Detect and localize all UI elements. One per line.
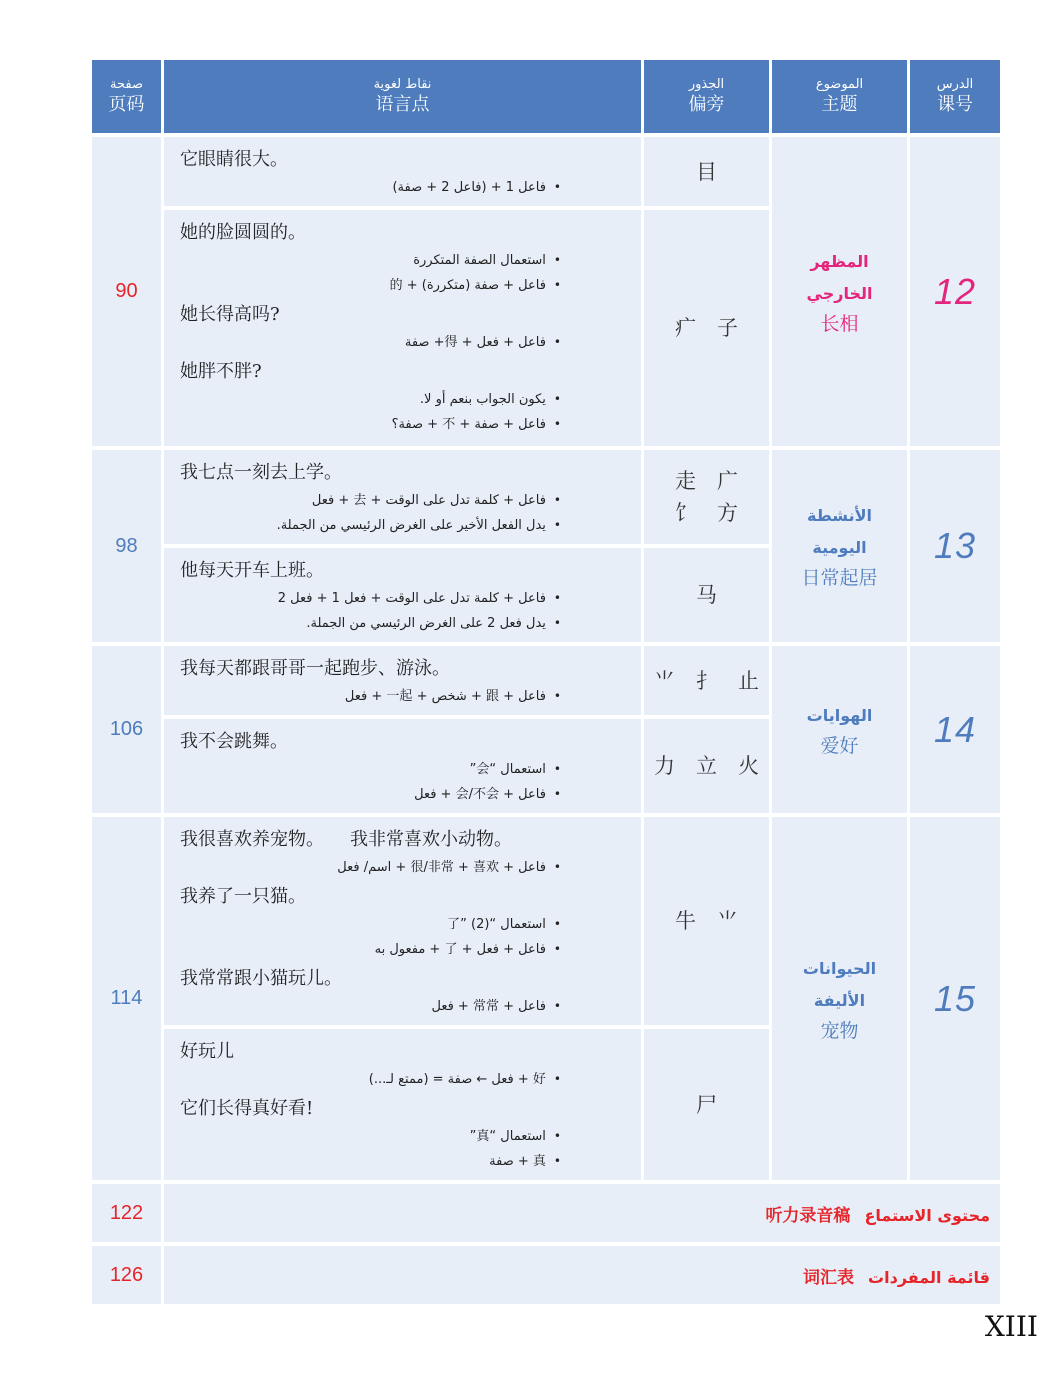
- sentence-text: 好玩儿: [180, 1041, 234, 1062]
- example-sentence: [164, 300, 641, 330]
- lesson-row: [92, 646, 1000, 715]
- radical-line: 尸: [696, 1092, 717, 1117]
- topic-arabic: الهوايات: [806, 705, 873, 725]
- grammar-note: • فاعل + فعل + 了 + مفعول به: [164, 937, 641, 962]
- radical-line: 饣 方: [675, 501, 738, 525]
- lesson-page-cell: 114: [92, 817, 161, 1180]
- grammar-note: • فاعل + 常常 + فعل: [164, 994, 641, 1019]
- example-sentence: [164, 882, 641, 912]
- sentence-text: 它眼睛很大。: [180, 149, 288, 170]
- grammar-note: • فاعل + 跟 + شخص + 一起 + فعل: [164, 684, 641, 709]
- example-sentence: [164, 458, 641, 488]
- lesson-page-cell: 90: [92, 137, 161, 446]
- grammar-note: • استعمال الصفة المتكررة: [164, 248, 641, 273]
- grammar-note: • يكون الجواب بنعم أو لا.: [164, 387, 641, 412]
- radicals-cell: [644, 548, 769, 642]
- radicals-cell: [644, 719, 769, 813]
- topic-arabic: الحيوانات: [802, 958, 877, 978]
- grammar-note: • استعمال “真”: [164, 1124, 641, 1149]
- example-sentence: [164, 654, 641, 684]
- sentence-text: 我养了一只猫。: [180, 886, 306, 907]
- topic-chinese: 日常起居: [801, 567, 878, 589]
- topic-arabic: المظهر: [810, 251, 869, 271]
- example-sentence: [164, 964, 641, 994]
- lesson-number-cell: 12: [910, 137, 1000, 446]
- radical-line: 力 立 火: [654, 754, 759, 778]
- grammar-note: • استعمال “了” (2): [164, 912, 641, 937]
- grammar-note: • 真 + صفة: [164, 1149, 641, 1174]
- topic-arabic: اليومية: [812, 538, 867, 557]
- radicals-cell: [644, 137, 769, 206]
- listening-content-cell: محتوى الاستماع听力录音稿: [164, 1184, 1000, 1242]
- radical-line: 目: [696, 159, 717, 184]
- header-topic: الموضوع 主题: [772, 60, 907, 133]
- page-number-cell: 122: [92, 1184, 161, 1242]
- grammar-note: • 好 + فعل ← صفة = (ممتع لـ...): [164, 1067, 641, 1092]
- lesson-page-cell: 106: [92, 646, 161, 813]
- grammar-points-cell: [164, 137, 641, 206]
- example-sentence: [164, 727, 641, 757]
- grammar-note: • يدل فعل 2 على الغرض الرئيسي من الجملة.: [164, 611, 641, 636]
- grammar-note: • فاعل + كلمة تدل على الوقت + 去 + فعل: [164, 488, 641, 513]
- example-sentence: [164, 218, 641, 248]
- topic-arabic: الخارجي: [806, 283, 873, 303]
- grammar-points-cell: [164, 210, 641, 446]
- grammar-note: • فاعل + صفة + 不 + صفة؟: [164, 412, 641, 437]
- contents-table: [89, 56, 1003, 1308]
- grammar-note: • يدل الفعل الأخير على الغرض الرئيسي من الجملة.: [164, 513, 641, 538]
- radical-line: ⺌ 扌 止: [654, 668, 759, 693]
- sentence-text: 我不会跳舞。: [180, 731, 288, 752]
- radicals-cell: [644, 817, 769, 1025]
- vocabulary-list-cell: قائمة المفردات词汇表: [164, 1246, 1000, 1304]
- page-number-cell: 126: [92, 1246, 161, 1304]
- topic-arabic: الأليفة: [813, 990, 866, 1010]
- radical-line: 马: [696, 583, 717, 607]
- grammar-note: • استعمال “会”: [164, 757, 641, 782]
- header-page: صفحة 页码: [92, 60, 161, 133]
- example-sentence: [164, 1094, 641, 1124]
- lesson-page-cell: 98: [92, 450, 161, 642]
- sentence-text: 我很喜欢养宠物。: [180, 829, 324, 850]
- radical-line: 牛 ⺌: [675, 909, 738, 933]
- grammar-points-cell: [164, 548, 641, 642]
- radical-line: 疒 子: [675, 316, 738, 340]
- lesson-number-cell: 14: [910, 646, 1000, 813]
- example-sentence: [164, 357, 641, 387]
- footer-row-vocabulary: [92, 1246, 1000, 1304]
- topic-cell: [772, 450, 907, 642]
- radicals-cell: [644, 210, 769, 446]
- example-sentence: [164, 556, 641, 586]
- example-sentence: [164, 145, 641, 175]
- lesson-row: [92, 450, 1000, 544]
- lesson-number-cell: 13: [910, 450, 1000, 642]
- header-lesson: الدرس 课号: [910, 60, 1000, 133]
- topic-cell: [772, 817, 907, 1180]
- grammar-points-cell: [164, 1029, 641, 1180]
- grammar-note: • فاعل + فعل + 得+ صفة: [164, 330, 641, 355]
- topic-chinese: 宠物: [820, 1019, 859, 1042]
- sentence-text: 我每天都跟哥哥一起跑步、游泳。: [180, 658, 450, 679]
- lesson-row: [92, 137, 1000, 206]
- topic-chinese: 爱好: [820, 734, 859, 757]
- sentence-text: 他每天开车上班。: [180, 560, 324, 581]
- sentence-text: 她的脸圆圆的。: [180, 222, 306, 243]
- header-radicals: الجذور 偏旁: [644, 60, 769, 133]
- topic-arabic: الأنشطة: [807, 506, 872, 525]
- sentence-text: 它们长得真好看!: [180, 1098, 314, 1119]
- example-sentence: [164, 825, 641, 855]
- sentence-text: 我常常跟小猫玩儿。: [180, 968, 342, 989]
- grammar-points-cell: [164, 719, 641, 813]
- grammar-points-cell: [164, 450, 641, 544]
- header-row: [92, 60, 1000, 133]
- grammar-note: • فاعل + 会/不会 + فعل: [164, 782, 641, 807]
- radicals-cell: [644, 646, 769, 715]
- contents-body: [92, 137, 1000, 1304]
- grammar-points-cell: [164, 817, 641, 1025]
- page-number: XIII: [984, 1310, 1038, 1343]
- topic-cell: [772, 137, 907, 446]
- grammar-note: • فاعل + 很/非常 + 喜欢 + اسم/ فعل: [164, 855, 641, 880]
- sentence-text: 她长得高吗?: [180, 304, 280, 325]
- example-sentence: [164, 1037, 641, 1067]
- grammar-points-cell: [164, 646, 641, 715]
- sentence-text: 我非常喜欢小动物。: [350, 829, 512, 850]
- grammar-note: • فاعل 1 + (فاعل 2 + صفة): [164, 175, 641, 200]
- radicals-cell: [644, 450, 769, 544]
- lesson-row: [92, 817, 1000, 1025]
- header-grammar: نقاط لغوية 语言点: [164, 60, 641, 133]
- lesson-number-cell: 15: [910, 817, 1000, 1180]
- grammar-note: • فاعل + كلمة تدل على الوقت + فعل 1 + فعل 2: [164, 586, 641, 611]
- topic-chinese: 长相: [820, 312, 859, 335]
- radicals-cell: [644, 1029, 769, 1180]
- footer-row-listening: [92, 1184, 1000, 1242]
- radical-line: 走 广: [675, 469, 738, 493]
- sentence-text: 她胖不胖?: [180, 361, 262, 382]
- sentence-text: 我七点一刻去上学。: [180, 462, 342, 483]
- topic-cell: [772, 646, 907, 813]
- grammar-note: • فاعل + صفة (متكررة) + 的: [164, 273, 641, 298]
